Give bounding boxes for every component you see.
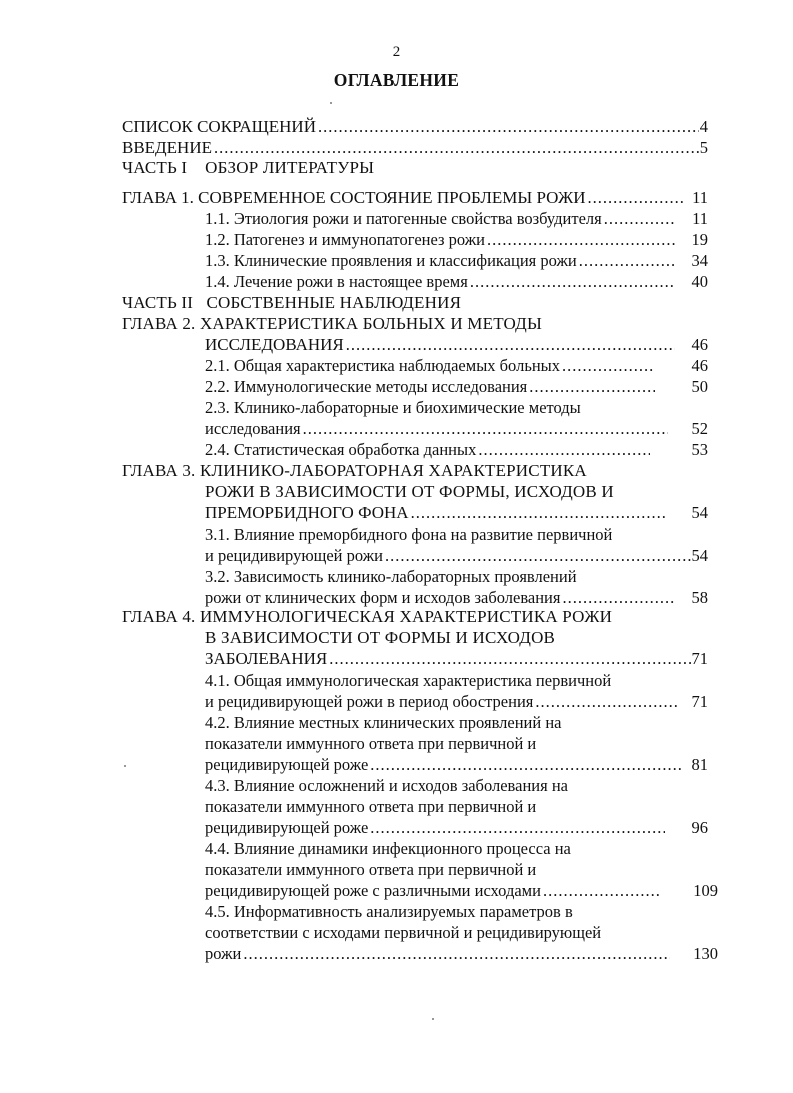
leader-dots bbox=[562, 355, 655, 377]
page-number: 2 bbox=[392, 44, 401, 60]
toc-section-3-1-line1[interactable]: 3.1. Влияние преморбидного фона на развитие первичной bbox=[205, 525, 613, 544]
toc-page-number: 53 bbox=[691, 440, 708, 459]
part-label: ЧАСТЬ II bbox=[122, 293, 194, 312]
toc-chapter-3-line2[interactable]: РОЖИ В ЗАВИСИМОСТИ ОТ ФОРМЫ, ИСХОДОВ И bbox=[205, 482, 614, 501]
toc-entry-label: рецидивирующей роже bbox=[205, 755, 369, 774]
leader-dots bbox=[604, 208, 675, 230]
toc-page-number: 71 bbox=[691, 649, 708, 668]
toc-page-number: 109 bbox=[693, 881, 718, 900]
page-title: ОГЛАВЛЕНИЕ bbox=[333, 70, 460, 90]
leader-dots bbox=[346, 334, 675, 356]
toc-page-number: 34 bbox=[691, 251, 708, 270]
toc-section-1-4[interactable] bbox=[205, 271, 675, 293]
leader-dots bbox=[385, 545, 691, 567]
leader-dots bbox=[370, 754, 683, 776]
scan-speck bbox=[330, 102, 332, 104]
part-title: ОБЗОР ЛИТЕРАТУРЫ bbox=[205, 158, 375, 177]
toc-entry-label: и рецидивирующей рожи bbox=[205, 546, 383, 565]
toc-entry-label: 2.1. Общая характеристика наблюдаемых больных bbox=[205, 356, 561, 375]
leader-dots bbox=[303, 418, 668, 440]
toc-section-4-4-line2[interactable]: показатели иммунного ответа при первичной и bbox=[205, 860, 537, 879]
leader-dots bbox=[329, 648, 690, 670]
scan-speck bbox=[124, 765, 126, 767]
leader-dots bbox=[535, 691, 680, 713]
toc-entry-label: исследования bbox=[205, 419, 301, 438]
toc-chapter-2[interactable] bbox=[205, 334, 675, 356]
toc-section-4-5[interactable] bbox=[205, 943, 670, 965]
toc-entry-label: рожи от клинических форм и исходов заболевания bbox=[205, 588, 561, 607]
toc-entry-label: СПИСОК СОКРАЩЕНИЙ bbox=[122, 117, 316, 136]
toc-section-4-2-line2[interactable]: показатели иммунного ответа при первичной и bbox=[205, 734, 537, 753]
leader-dots bbox=[243, 943, 670, 965]
toc-chapter-1[interactable] bbox=[122, 187, 685, 209]
toc-part-2 bbox=[122, 292, 461, 314]
toc-section-2-3[interactable] bbox=[205, 418, 668, 440]
toc-page-number: 46 bbox=[691, 356, 708, 375]
part-label: ЧАСТЬ I bbox=[122, 158, 188, 177]
part-title: СОБСТВЕННЫЕ НАБЛЮДЕНИЯ bbox=[206, 293, 462, 312]
toc-section-2-2[interactable] bbox=[205, 376, 655, 398]
toc-page-number: 71 bbox=[691, 692, 708, 711]
toc-entry-label: ЗАБОЛЕВАНИЯ bbox=[205, 649, 328, 668]
toc-entry-label: 1.1. Этиология рожи и патогенные свойства возбудителя bbox=[205, 209, 602, 228]
toc-section-1-2[interactable] bbox=[205, 229, 675, 251]
toc-entry-label: рожи bbox=[205, 944, 242, 963]
toc-entry-introduction[interactable] bbox=[122, 137, 708, 159]
toc-chapter-2-line1[interactable]: ГЛАВА 2. ХАРАКТЕРИСТИКА БОЛЬНЫХ И МЕТОДЫ bbox=[122, 314, 543, 333]
toc-section-1-1[interactable] bbox=[205, 208, 675, 230]
leader-dots bbox=[529, 376, 655, 398]
toc-section-4-1[interactable] bbox=[205, 691, 680, 713]
toc-entry-label: 1.2. Патогенез и иммунопатогенез рожи bbox=[205, 230, 485, 249]
toc-page-number: 19 bbox=[691, 230, 708, 249]
leader-dots bbox=[543, 880, 660, 902]
toc-entry-label: ПРЕМОРБИДНОГО ФОНА bbox=[205, 503, 409, 522]
toc-entry-label: 2.4. Статистическая обработка данных bbox=[205, 440, 477, 459]
toc-entry-label: 1.4. Лечение рожи в настоящее время bbox=[205, 272, 468, 291]
leader-dots bbox=[411, 502, 668, 524]
toc-page-number: 5 bbox=[699, 138, 708, 157]
leader-dots bbox=[318, 116, 699, 138]
toc-entry-label: ВВЕДЕНИЕ bbox=[122, 138, 212, 157]
toc-entry-label: и рецидивирующей рожи в период обострения bbox=[205, 692, 534, 711]
toc-section-4-4[interactable] bbox=[205, 880, 660, 902]
toc-section-4-3-line1[interactable]: 4.3. Влияние осложнений и исходов заболевания на bbox=[205, 776, 568, 795]
toc-entry-label: рецидивирующей роже с различными исходами bbox=[205, 881, 541, 900]
toc-section-4-2-line1[interactable]: 4.2. Влияние местных клинических проявлений на bbox=[205, 713, 562, 732]
toc-entry-label: 2.2. Иммунологические методы исследования bbox=[205, 377, 528, 396]
toc-chapter-4-line1[interactable]: ГЛАВА 4. ИММУНОЛОГИЧЕСКАЯ ХАРАКТЕРИСТИКА РОЖИ bbox=[122, 607, 613, 626]
toc-page-number: 54 bbox=[691, 546, 708, 565]
toc-page-number: 4 bbox=[699, 117, 708, 136]
toc-entry-label: 1.3. Клинические проявления и классификация рожи bbox=[205, 251, 577, 270]
leader-dots bbox=[487, 229, 675, 251]
toc-page-number: 58 bbox=[691, 588, 708, 607]
toc-page-number: 40 bbox=[691, 272, 708, 291]
toc-section-2-3-line1[interactable]: 2.3. Клинико-лабораторные и биохимические методы bbox=[205, 398, 581, 417]
toc-page-number: 81 bbox=[691, 755, 708, 774]
toc-page-number: 54 bbox=[691, 503, 708, 522]
toc-entry-abbreviations[interactable] bbox=[122, 116, 708, 138]
toc-entry-label: рецидивирующей роже bbox=[205, 818, 369, 837]
toc-page-number: 11 bbox=[692, 188, 708, 207]
toc-page-number: 96 bbox=[691, 818, 708, 837]
toc-page-number: 130 bbox=[693, 944, 718, 963]
leader-dots bbox=[370, 817, 665, 839]
leader-dots bbox=[579, 250, 675, 272]
toc-chapter-3[interactable] bbox=[205, 502, 668, 524]
toc-chapter-4[interactable] bbox=[205, 648, 708, 670]
leader-dots bbox=[478, 439, 650, 461]
toc-section-4-5-line1[interactable]: 4.5. Информативность анализируемых параметров в bbox=[205, 902, 573, 921]
toc-page-number: 11 bbox=[692, 209, 708, 228]
toc-chapter-4-line2[interactable]: В ЗАВИСИМОСТИ ОТ ФОРМЫ И ИСХОДОВ bbox=[205, 628, 556, 647]
toc-page-number: 46 bbox=[691, 335, 708, 354]
toc-section-4-3-line2[interactable]: показатели иммунного ответа при первичной и bbox=[205, 797, 537, 816]
toc-part-1 bbox=[122, 157, 374, 179]
toc-section-3-1[interactable] bbox=[205, 545, 708, 567]
toc-section-3-2-line1[interactable]: 3.2. Зависимость клинико-лабораторных проявлений bbox=[205, 567, 577, 586]
scan-speck bbox=[432, 1018, 434, 1020]
toc-section-2-1[interactable] bbox=[205, 355, 655, 377]
toc-section-4-5-line2[interactable]: соответствии с исходами первичной и рецидивирующей bbox=[205, 923, 602, 942]
toc-section-4-4-line1[interactable]: 4.4. Влияние динамики инфекционного процесса на bbox=[205, 839, 571, 858]
toc-page-number: 52 bbox=[691, 419, 708, 438]
toc-section-4-1-line1[interactable]: 4.1. Общая иммунологическая характеристика первичной bbox=[205, 671, 612, 690]
toc-entry-label: ГЛАВА 1. СОВРЕМЕННОЕ СОСТОЯНИЕ ПРОБЛЕМЫ РОЖИ bbox=[122, 188, 586, 207]
toc-page-number: 50 bbox=[691, 377, 708, 396]
toc-chapter-3-line1[interactable]: ГЛАВА 3. КЛИНИКО-ЛАБОРАТОРНАЯ ХАРАКТЕРИСТИКА bbox=[122, 461, 587, 480]
toc-section-1-3[interactable] bbox=[205, 250, 675, 272]
leader-dots bbox=[470, 271, 675, 293]
toc-section-4-3[interactable] bbox=[205, 817, 665, 839]
toc-entry-label: ИССЛЕДОВАНИЯ bbox=[205, 335, 344, 354]
leader-dots bbox=[214, 137, 699, 159]
toc-section-4-2[interactable] bbox=[205, 754, 683, 776]
toc-section-2-4[interactable] bbox=[205, 439, 650, 461]
